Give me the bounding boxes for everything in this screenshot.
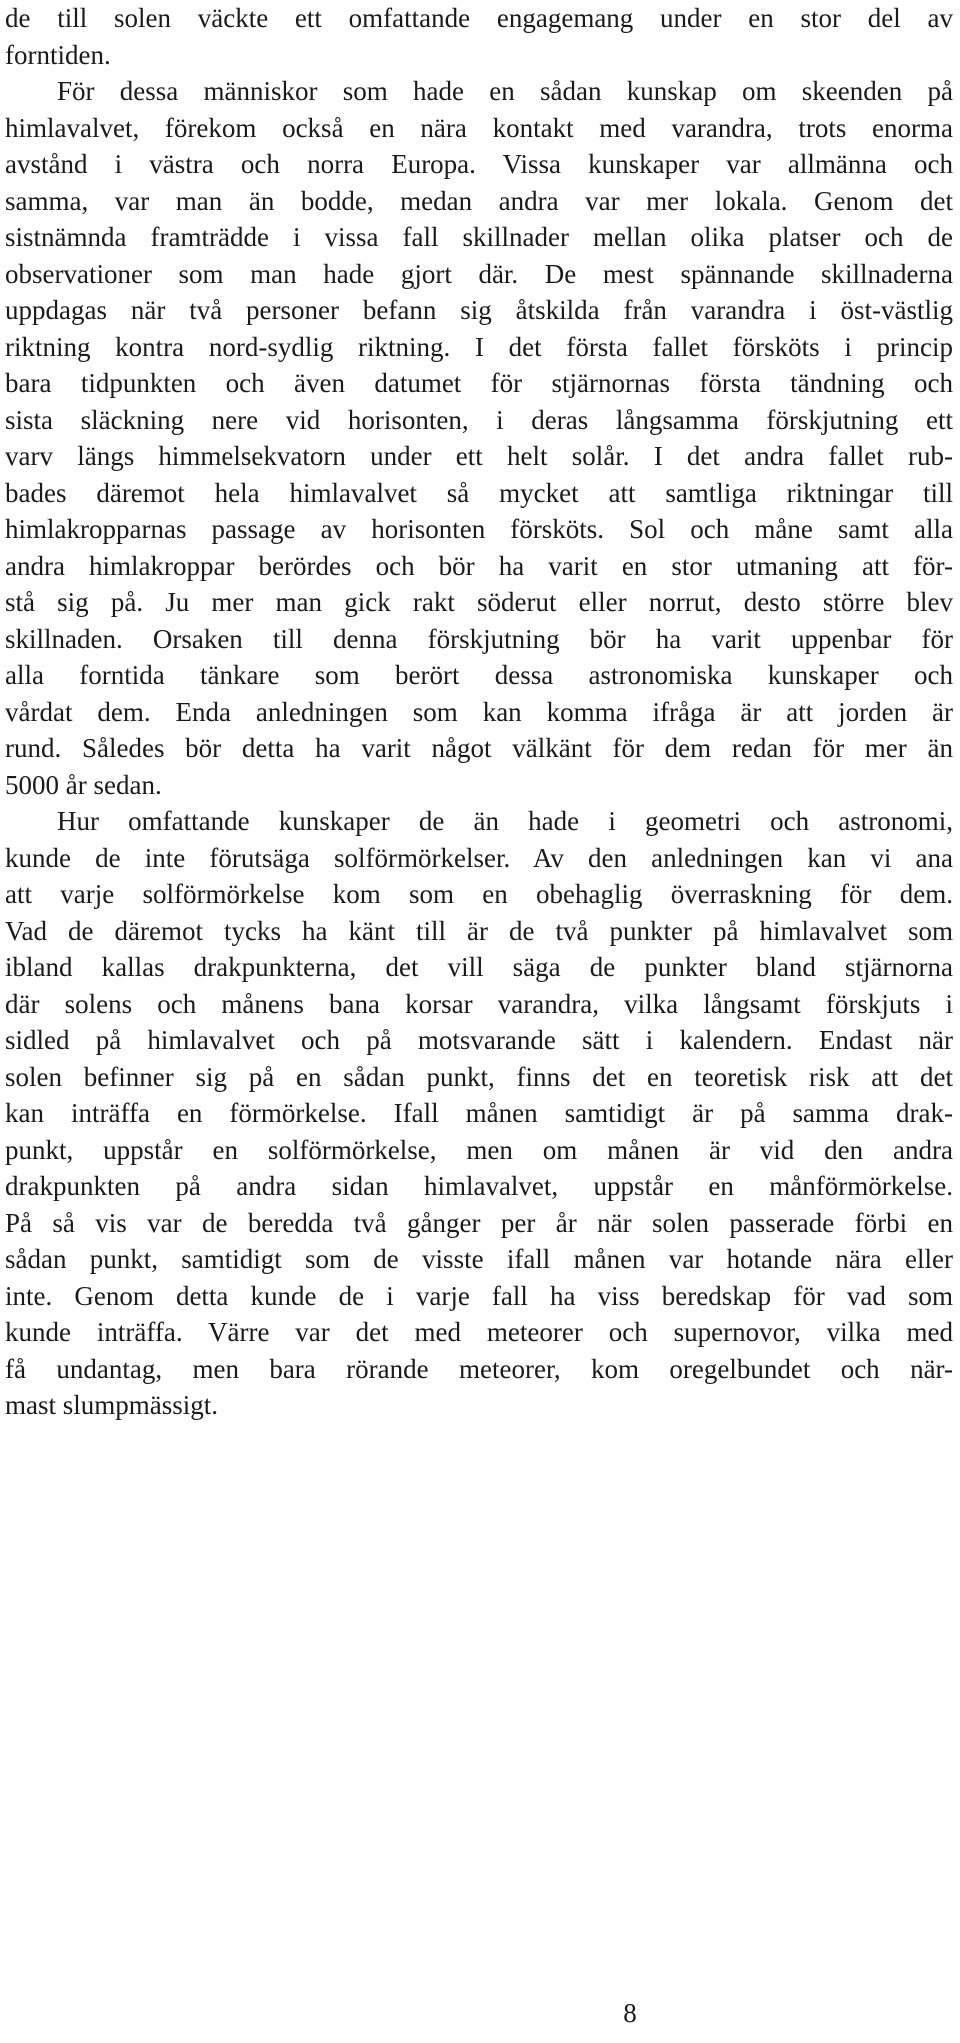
text-line: samma, var man än bodde, medan andra var mer lokala. Genom det — [5, 185, 953, 216]
text-line: varv längs himmelsekvatorn under ett helt solår. I det andra fallet rub- — [5, 441, 953, 471]
text-line: inte. Genom detta kunde de i varje fall ha viss beredskap för vad som — [5, 1280, 953, 1311]
text-line: forntiden. — [5, 39, 111, 70]
text-line: På så vis var de beredda två gånger per år när solen passerade förbi en — [5, 1207, 953, 1238]
body-text — [5, 0, 953, 1424]
text-line: punkt, uppstår en solförmörkelse, men om månen är vid den andra — [5, 1134, 953, 1165]
text-line: de till solen väckte ett omfattande engagemang under en stor del av — [5, 3, 953, 33]
text-line: att varje solförmörkelse kom som en obehaglig överraskning för dem. — [5, 879, 953, 909]
paragraph — [5, 803, 953, 1424]
text-line: observationer som man hade gjort där. De mest spännande skillnaderna — [5, 258, 953, 289]
text-line: sidled på himlavalvet och på motsvarande sätt i kalendern. Endast när — [5, 1025, 953, 1055]
text-line: alla forntida tänkare som berört dessa astronomiska kunskaper och — [5, 660, 953, 690]
paragraph — [5, 73, 953, 803]
text-line: himlavalvet, förekom också en nära kontakt med varandra, trots enorma — [5, 112, 953, 143]
text-line: bades däremot hela himlavalvet så mycket att samtliga riktningar till — [5, 477, 953, 508]
text-line: sistnämnda framträdde i vissa fall skillnader mellan olika platser och de — [5, 222, 953, 252]
text-line: Hur omfattande kunskaper de än hade i geometri och astronomi, — [57, 806, 953, 836]
text-line: himlakropparnas passage av horisonten försköts. Sol och måne samt alla — [5, 514, 953, 544]
text-line: 5000 år sedan. — [5, 769, 162, 800]
text-line: sista släckning nere vid horisonten, i deras långsamma förskjutning ett — [5, 404, 953, 435]
text-line: kunde inträffa. Värre var det med meteorer och supernovor, vilka med — [5, 1317, 953, 1347]
text-line: vårdat dem. Enda anledningen som kan komma ifråga är att jorden är — [5, 696, 953, 727]
text-line: få undantag, men bara rörande meteorer, kom oregelbundet och när- — [5, 1353, 953, 1384]
text-line: För dessa människor som hade en sådan kunskap om skeenden på — [57, 76, 953, 106]
text-line: kunde de inte förutsäga solförmörkelser. Av den anledningen kan vi ana — [5, 842, 953, 873]
text-line: stå sig på. Ju mer man gick rakt söderut eller norrut, desto större blev — [5, 587, 953, 617]
text-line: ibland kallas drakpunkterna, det vill säga de punkter bland stjärnorna — [5, 952, 953, 982]
text-line: riktning kontra nord-sydlig riktning. I det första fallet försköts i princip — [5, 331, 953, 362]
text-line: solen befinner sig på en sådan punkt, finns det en teoretisk risk att det — [5, 1061, 953, 1092]
text-line: mast slumpmässigt. — [5, 1390, 219, 1420]
paragraph — [5, 0, 953, 73]
text-line: kan inträffa en förmörkelse. Ifall månen samtidigt är på samma drak- — [5, 1098, 953, 1128]
page-number: 8 — [623, 1998, 637, 2028]
text-line: där solens och månens bana korsar varandra, vilka långsamt förskjuts i — [5, 988, 953, 1019]
text-line: sådan punkt, samtidigt som de visste ifall månen var hotande nära eller — [5, 1244, 953, 1274]
text-line: rund. Således bör detta ha varit något välkänt för dem redan för mer än — [5, 733, 953, 763]
text-line: uppdagas när två personer befann sig åtskilda från varandra i öst-västlig — [5, 295, 953, 325]
text-line: andra himlakroppar berördes och bör ha varit en stor utmaning att för- — [5, 550, 953, 581]
text-line: skillnaden. Orsaken till denna förskjutning bör ha varit uppenbar för — [5, 623, 953, 654]
text-line: Vad de däremot tycks ha känt till är de två punkter på himlavalvet som — [5, 915, 953, 946]
text-line: bara tidpunkten och även datumet för stjärnornas första tändning och — [5, 368, 953, 398]
text-line: avstånd i västra och norra Europa. Vissa kunskaper var allmänna och — [5, 149, 953, 179]
text-line: drakpunkten på andra sidan himlavalvet, uppstår en månförmörkelse. — [5, 1171, 953, 1201]
